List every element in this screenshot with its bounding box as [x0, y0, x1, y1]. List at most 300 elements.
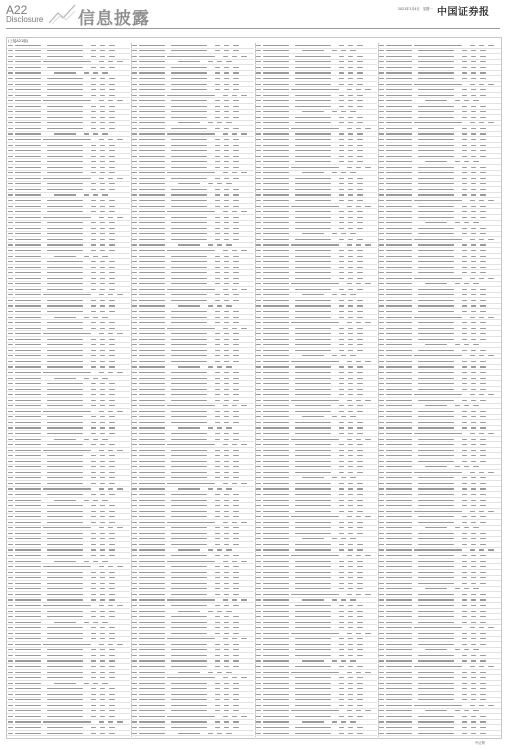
text-placeholder [8, 511, 13, 512]
text-placeholder [132, 538, 137, 539]
text-placeholder [418, 561, 454, 562]
text-placeholder [348, 211, 353, 212]
text-placeholder [43, 372, 91, 373]
text-placeholder [171, 350, 207, 351]
text-placeholder [386, 122, 412, 123]
text-placeholder [295, 178, 331, 179]
text-placeholder [47, 278, 83, 279]
text-placeholder [91, 389, 96, 390]
text-placeholder [47, 444, 83, 445]
text-placeholder [256, 372, 261, 373]
text-placeholder [418, 616, 454, 617]
text-placeholder [132, 317, 137, 318]
text-placeholder [233, 167, 239, 168]
text-placeholder [47, 239, 83, 240]
text-placeholder [357, 561, 363, 562]
text-placeholder [109, 361, 115, 362]
text-placeholder [263, 305, 289, 306]
text-placeholder [379, 150, 384, 151]
text-placeholder [15, 317, 41, 318]
text-placeholder [132, 577, 137, 578]
text-placeholder [215, 705, 220, 706]
text-placeholder [471, 583, 476, 584]
text-placeholder [178, 549, 200, 550]
text-placeholder [171, 228, 207, 229]
text-placeholder [418, 366, 454, 367]
text-placeholder [348, 122, 353, 123]
text-placeholder [8, 261, 13, 262]
text-placeholder [109, 122, 115, 123]
text-placeholder [263, 350, 289, 351]
text-placeholder [471, 339, 476, 340]
text-placeholder [418, 145, 454, 146]
text-placeholder [132, 161, 137, 162]
text-placeholder [100, 206, 105, 207]
text-placeholder [471, 217, 476, 218]
text-placeholder [386, 422, 412, 423]
text-placeholder [348, 649, 353, 650]
text-placeholder [132, 383, 137, 384]
text-placeholder [480, 477, 486, 478]
text-placeholder [215, 511, 220, 512]
text-placeholder [473, 405, 479, 406]
text-placeholder [263, 217, 289, 218]
text-placeholder [263, 206, 289, 207]
text-placeholder [263, 61, 289, 62]
text-placeholder [386, 150, 412, 151]
text-placeholder [15, 716, 41, 717]
text-placeholder [224, 710, 229, 711]
text-placeholder [256, 688, 261, 689]
text-placeholder [132, 527, 137, 528]
text-placeholder [8, 383, 13, 384]
text-placeholder [347, 710, 352, 711]
text-placeholder [232, 172, 237, 173]
text-placeholder [295, 455, 331, 456]
text-placeholder [43, 450, 91, 451]
issue-date: 2021年1月4日 [398, 7, 420, 11]
text-placeholder [91, 649, 96, 650]
text-placeholder [379, 167, 384, 168]
text-placeholder [100, 289, 105, 290]
text-placeholder [386, 544, 412, 545]
text-placeholder [462, 477, 467, 478]
text-placeholder [348, 472, 353, 473]
text-placeholder [15, 333, 41, 334]
text-placeholder [473, 466, 479, 467]
text-placeholder [357, 156, 363, 157]
text-placeholder [15, 577, 41, 578]
text-placeholder [8, 167, 13, 168]
text-placeholder [233, 511, 239, 512]
text-placeholder [357, 733, 363, 734]
text-placeholder [263, 439, 289, 440]
text-placeholder [339, 106, 344, 107]
text-placeholder [100, 544, 105, 545]
text-placeholder [357, 150, 363, 151]
text-placeholder [224, 178, 229, 179]
text-placeholder [425, 588, 447, 589]
text-placeholder [139, 239, 165, 240]
text-placeholder [256, 211, 261, 212]
text-placeholder [339, 622, 344, 623]
text-placeholder [256, 311, 261, 312]
text-placeholder [224, 622, 229, 623]
text-placeholder [139, 167, 165, 168]
text-placeholder [339, 228, 344, 229]
text-placeholder [339, 549, 344, 550]
text-placeholder [132, 594, 137, 595]
text-placeholder [215, 477, 220, 478]
text-placeholder [263, 694, 289, 695]
text-placeholder [8, 494, 13, 495]
text-placeholder [386, 638, 412, 639]
text-placeholder [109, 638, 115, 639]
text-placeholder [263, 317, 289, 318]
text-placeholder [462, 261, 467, 262]
text-placeholder [132, 666, 137, 667]
table-row [255, 736, 377, 737]
text-placeholder [139, 627, 165, 628]
text-placeholder [379, 61, 384, 62]
text-placeholder [139, 100, 165, 101]
text-placeholder [386, 322, 412, 323]
text-placeholder [379, 256, 384, 257]
text-placeholder [356, 322, 361, 323]
text-placeholder [109, 350, 115, 351]
text-placeholder [356, 283, 361, 284]
text-placeholder [295, 561, 331, 562]
text-placeholder [470, 200, 475, 201]
text-placeholder [256, 605, 261, 606]
text-placeholder [43, 217, 91, 218]
text-placeholder [47, 200, 83, 201]
text-placeholder [15, 222, 41, 223]
text-placeholder [341, 111, 346, 112]
text-placeholder [117, 450, 123, 451]
text-placeholder [171, 189, 207, 190]
text-placeholder [233, 339, 239, 340]
text-placeholder [171, 139, 207, 140]
text-placeholder [386, 161, 412, 162]
text-placeholder [357, 222, 363, 223]
text-placeholder [8, 95, 13, 96]
text-placeholder [418, 538, 454, 539]
text-placeholder [471, 400, 476, 401]
text-placeholder [263, 150, 289, 151]
text-placeholder [295, 328, 331, 329]
text-placeholder [263, 405, 289, 406]
text-placeholder [139, 289, 165, 290]
text-placeholder [8, 622, 13, 623]
text-placeholder [215, 389, 220, 390]
text-placeholder [418, 233, 454, 234]
text-placeholder [47, 588, 83, 589]
text-placeholder [256, 272, 261, 273]
text-placeholder [295, 278, 331, 279]
text-placeholder [100, 433, 105, 434]
text-placeholder [224, 322, 229, 323]
text-placeholder [15, 705, 41, 706]
text-placeholder [263, 366, 289, 367]
text-placeholder [139, 211, 165, 212]
text-placeholder [471, 145, 476, 146]
text-placeholder [224, 727, 229, 728]
text-placeholder [167, 444, 215, 445]
text-placeholder [109, 366, 115, 367]
text-placeholder [425, 222, 447, 223]
text-placeholder [332, 355, 337, 356]
text-placeholder [109, 461, 115, 462]
text-placeholder [8, 666, 13, 667]
text-placeholder [171, 272, 207, 273]
text-placeholder [379, 577, 384, 578]
text-placeholder [295, 622, 331, 623]
text-placeholder [339, 450, 344, 451]
text-placeholder [132, 644, 137, 645]
text-placeholder [263, 167, 289, 168]
text-placeholder [480, 727, 486, 728]
text-placeholder [109, 572, 115, 573]
text-placeholder [171, 616, 207, 617]
text-placeholder [117, 333, 123, 334]
text-placeholder [100, 422, 105, 423]
text-placeholder [295, 699, 331, 700]
text-placeholder [139, 605, 165, 606]
text-placeholder [171, 527, 207, 528]
text-placeholder [215, 89, 220, 90]
text-placeholder [224, 261, 229, 262]
text-placeholder [348, 561, 353, 562]
text-placeholder [480, 655, 486, 656]
text-placeholder [224, 67, 229, 68]
text-placeholder [256, 294, 261, 295]
text-placeholder [339, 267, 344, 268]
text-placeholder [139, 516, 165, 517]
text-placeholder [256, 394, 261, 395]
text-placeholder [418, 694, 454, 695]
text-placeholder [386, 605, 412, 606]
text-placeholder [295, 239, 331, 240]
text-placeholder [471, 383, 476, 384]
text-placeholder [233, 566, 239, 567]
text-placeholder [339, 522, 344, 523]
text-placeholder [462, 500, 467, 501]
text-placeholder [462, 256, 467, 257]
text-placeholder [15, 477, 41, 478]
text-placeholder [256, 300, 261, 301]
text-placeholder [462, 721, 467, 722]
text-placeholder [379, 366, 384, 367]
text-placeholder [8, 272, 13, 273]
text-placeholder [233, 516, 239, 517]
text-placeholder [208, 672, 213, 673]
text-placeholder [348, 100, 353, 101]
text-placeholder [171, 72, 207, 73]
text-placeholder [471, 660, 476, 661]
text-placeholder [233, 378, 239, 379]
text-placeholder [100, 405, 105, 406]
text-placeholder [233, 50, 239, 51]
text-placeholder [139, 183, 165, 184]
text-placeholder [100, 222, 105, 223]
text-placeholder [241, 483, 247, 484]
text-placeholder [233, 688, 239, 689]
text-placeholder [357, 500, 363, 501]
text-placeholder [471, 555, 476, 556]
text-placeholder [8, 228, 13, 229]
text-placeholder [256, 527, 261, 528]
text-placeholder [256, 167, 261, 168]
text-placeholder [8, 405, 13, 406]
text-placeholder [139, 400, 165, 401]
text-placeholder [379, 688, 384, 689]
text-placeholder [471, 333, 476, 334]
text-placeholder [224, 477, 229, 478]
text-placeholder [339, 84, 344, 85]
text-placeholder [224, 300, 229, 301]
text-placeholder [109, 145, 115, 146]
text-placeholder [47, 677, 83, 678]
text-placeholder [379, 372, 384, 373]
text-placeholder [223, 133, 228, 134]
text-placeholder [348, 78, 353, 79]
text-placeholder [15, 699, 41, 700]
text-placeholder [386, 372, 412, 373]
text-placeholder [8, 150, 13, 151]
text-placeholder [291, 206, 339, 207]
text-placeholder [224, 206, 229, 207]
text-placeholder [15, 710, 41, 711]
text-placeholder [171, 106, 207, 107]
text-placeholder [418, 194, 454, 195]
text-placeholder [217, 611, 222, 612]
text-placeholder [357, 705, 363, 706]
text-placeholder [471, 50, 476, 51]
text-placeholder [171, 566, 207, 567]
text-placeholder [418, 483, 454, 484]
text-placeholder [15, 67, 41, 68]
text-placeholder [418, 655, 454, 656]
text-placeholder [414, 705, 462, 706]
text-placeholder [100, 444, 105, 445]
text-placeholder [480, 244, 486, 245]
text-placeholder [167, 56, 215, 57]
text-placeholder [339, 422, 344, 423]
text-placeholder [233, 100, 239, 101]
text-placeholder [171, 461, 207, 462]
text-placeholder [295, 483, 331, 484]
text-placeholder [347, 167, 352, 168]
text-placeholder [8, 599, 13, 600]
text-placeholder [208, 244, 213, 245]
text-placeholder [223, 172, 228, 173]
text-placeholder [386, 633, 412, 634]
text-placeholder [91, 572, 96, 573]
text-placeholder [348, 311, 353, 312]
text-placeholder [224, 588, 229, 589]
text-placeholder [339, 494, 344, 495]
text-placeholder [418, 683, 454, 684]
text-placeholder [47, 355, 83, 356]
text-placeholder [109, 394, 115, 395]
text-placeholder [132, 361, 137, 362]
text-placeholder [100, 50, 105, 51]
text-placeholder [471, 300, 476, 301]
text-placeholder [233, 355, 239, 356]
text-placeholder [471, 727, 476, 728]
text-placeholder [386, 444, 412, 445]
text-placeholder [91, 533, 96, 534]
text-placeholder [386, 472, 412, 473]
text-placeholder [100, 267, 105, 268]
text-placeholder [233, 106, 239, 107]
text-placeholder [215, 538, 220, 539]
text-placeholder [256, 611, 261, 612]
text-placeholder [171, 588, 207, 589]
text-placeholder [462, 56, 467, 57]
text-placeholder [224, 616, 229, 617]
text-placeholder [224, 422, 229, 423]
text-placeholder [224, 439, 229, 440]
text-placeholder [224, 505, 229, 506]
text-placeholder [15, 117, 41, 118]
text-placeholder [132, 572, 137, 573]
text-placeholder [8, 427, 13, 428]
text-placeholder [91, 172, 96, 173]
text-placeholder [350, 111, 356, 112]
text-placeholder [379, 444, 384, 445]
text-placeholder [263, 128, 289, 129]
text-placeholder [302, 294, 324, 295]
text-placeholder [233, 644, 239, 645]
text-placeholder [224, 350, 229, 351]
text-placeholder [171, 394, 207, 395]
text-placeholder [91, 311, 96, 312]
text-placeholder [386, 289, 412, 290]
text-placeholder [8, 72, 13, 73]
text-placeholder [480, 411, 486, 412]
text-placeholder [100, 305, 105, 306]
text-placeholder [171, 577, 207, 578]
text-placeholder [471, 389, 476, 390]
text-placeholder [386, 466, 412, 467]
text-placeholder [418, 322, 454, 323]
text-placeholder [256, 672, 261, 673]
text-placeholder [471, 194, 476, 195]
text-placeholder [109, 117, 115, 118]
text-placeholder [109, 328, 115, 329]
text-placeholder [15, 549, 41, 550]
text-placeholder [224, 572, 229, 573]
text-placeholder [132, 389, 137, 390]
text-placeholder [386, 300, 412, 301]
text-placeholder [224, 361, 229, 362]
text-placeholder [471, 439, 476, 440]
text-placeholder [488, 84, 494, 85]
text-placeholder [339, 433, 344, 434]
text-placeholder [341, 660, 346, 661]
text-placeholder [350, 233, 356, 234]
text-placeholder [488, 45, 494, 46]
text-placeholder [348, 433, 353, 434]
text-placeholder [379, 106, 384, 107]
text-placeholder [171, 267, 207, 268]
text-placeholder [357, 411, 363, 412]
text-placeholder [418, 605, 454, 606]
text-placeholder [47, 117, 83, 118]
text-placeholder [167, 638, 215, 639]
